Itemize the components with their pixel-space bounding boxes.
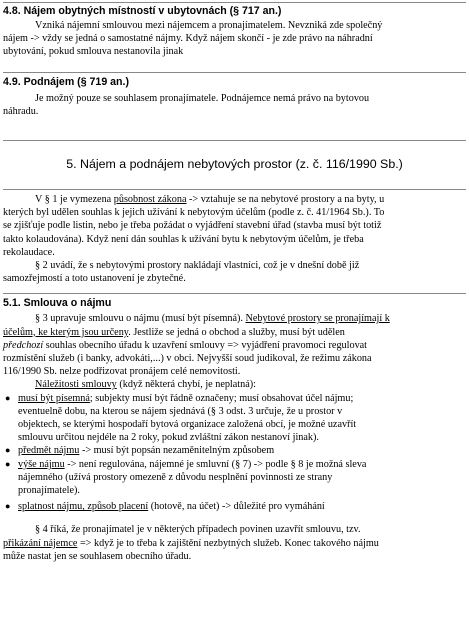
paragraph-line: nájem -> vždy se jedná o samostatné nájmy. Když nájem skončí - je zde právo na náhradní (3, 33, 373, 45)
paragraph-line: kterých byl udělen souhlas k jejich užívání k nebytovým účelům (podle z. č. 41/1964 Sb.). To (3, 207, 385, 219)
text-run: ; subjekty musí být řádně označeny; musí obsahovat účel nájmu; (89, 392, 354, 404)
paragraph-line: § 4 říká, že pronajímatel je v některých případech povinen uzavřít smlouvu, tzv. (35, 524, 361, 536)
text-run: V § 1 je vymezena (35, 194, 114, 206)
text-run: (hotově, na účet) -> důležité pro vymáhání (148, 501, 325, 513)
text-run: (když některá chybí, je neplatná): (116, 379, 256, 391)
text-run: § 3 upravuje smlouvu o nájmu (musí být písemná). (35, 313, 246, 325)
section-heading-5-1: 5.1. Smlouva o nájmu (3, 297, 112, 310)
list-item-continuation: smlouvu určitou nejdéle na 2 roky, pokud zvláštní zákon nestanoví jinak). (18, 432, 319, 444)
text-run: => když je to třeba k zajištění nezbytných služeb. Konec takového nájmu (77, 537, 379, 549)
paragraph-line: Je možný pouze se souhlasem pronajímatele. Podnájemce nemá právo na bytovou (35, 92, 370, 104)
paragraph-line: samozřejmostí a toto ustanovení je zbytečné. (3, 273, 186, 285)
list-item (3, 500, 466, 513)
italic-term: předchozí (3, 339, 44, 351)
list-item (3, 444, 466, 457)
paragraph-line (3, 339, 466, 352)
section-heading-4-8: 4.8. Nájem obytných místností v ubytovnách (§ 717 an.) (3, 5, 282, 17)
underlined-term: Nebytové prostory se pronajímají k (245, 313, 390, 325)
text-run: -> není regulována, nájemné je smluvní (§ 7) -> podle § 8 je možná sleva (64, 458, 367, 470)
section-divider (3, 2, 466, 3)
paragraph-line (3, 193, 466, 206)
paragraph-line: náhradu. (3, 105, 39, 117)
text-run: . Jestliže se jedná o obchod a služby, musí být udělen (128, 326, 345, 338)
text-run: souhlas obecního úřadu k uzavření smlouvy => vyjádření pravomoci regulovat (43, 339, 368, 351)
section-heading-4-9: 4.9. Podnájem (§ 719 an.) (3, 75, 129, 88)
list-item (3, 392, 466, 405)
bullet-icon: ● (5, 458, 11, 469)
paragraph-line: ubytování, pokud smlouva nestanovila jinak (3, 46, 184, 58)
paragraph-line: Vzniká nájemní smlouvou mezi nájemcem a pronajímatelem. Nevzniká zde společný (35, 20, 383, 31)
bullet-icon: ● (5, 445, 11, 456)
paragraph-line: rozmístění služeb (i banky, advokáti,...) v obci. Nejvyšší soud judikoval, že režimu zákona (3, 353, 372, 365)
section-divider (3, 293, 466, 294)
list-item-continuation: nájemného (užívá prostory omezeně z důvodu nesplnění povinnosti ze strany (18, 471, 333, 483)
list-item (3, 458, 466, 471)
requirements-list (3, 392, 466, 514)
paragraph-line: se zjišťuje podle listin, nebo je třeba požádat o vyjádření stavební úřad (stavba musí být totiž (3, 220, 382, 232)
paragraph-line: takto kolaudována). Když není dán souhlas k užívání bytu k nebytovým účelům, je třeba (3, 233, 364, 245)
chapter-title: 5. Nájem a podnájem nebytových prostor (z. č. 116/1990 Sb.) (66, 157, 403, 172)
paragraph-line (3, 537, 466, 550)
underlined-term: Náležitosti smlouvy (35, 379, 117, 391)
underlined-term: účelům, ke kterým jsou určeny (3, 326, 129, 338)
list-item-continuation: objektech, se kterými hospodaří bytová organizace založená obcí, je možné uzavřít (18, 419, 357, 431)
paragraph-line: 116/1990 Sb. nelze podřizovat pronájem celé nemovitosti. (3, 366, 241, 378)
underlined-term: přikázání nájemce (3, 537, 78, 549)
section-divider (3, 189, 466, 190)
underlined-term: musí být písemná (18, 392, 90, 404)
paragraph-line: může nastat jen se souhlasem obecního úřadu. (3, 550, 192, 562)
bullet-icon: ● (5, 392, 11, 403)
underlined-term: výše nájmu (18, 458, 65, 470)
paragraph-line: § 2 uvádí, že s nebytovými prostory nakládají vlastníci, což je v dnešní době již (35, 260, 360, 272)
underlined-term: předmět nájmu (18, 445, 80, 457)
paragraph-line (3, 312, 466, 325)
bullet-icon: ● (5, 501, 11, 512)
section-divider (3, 72, 466, 73)
underlined-term: působnost zákona (113, 194, 187, 206)
text-run: -> musí být popsán nezaměnitelným způsobem (79, 445, 275, 457)
text-run: -> vztahuje se na nebytové prostory a na byty, u (186, 194, 385, 206)
section-divider (3, 140, 466, 141)
list-item-continuation: eventuelně dobu, na kterou se nájem sjednává (§ 3 odst. 3 určuje, že u prostor v (18, 405, 343, 417)
paragraph-line: rekolaudace. (3, 246, 55, 258)
list-item-continuation: pronajímatele). (18, 485, 80, 497)
document-page (3, 0, 466, 563)
paragraph-line (3, 378, 466, 391)
underlined-term: splatnost nájmu, způsob placení (18, 501, 149, 513)
paragraph-line (3, 326, 466, 339)
